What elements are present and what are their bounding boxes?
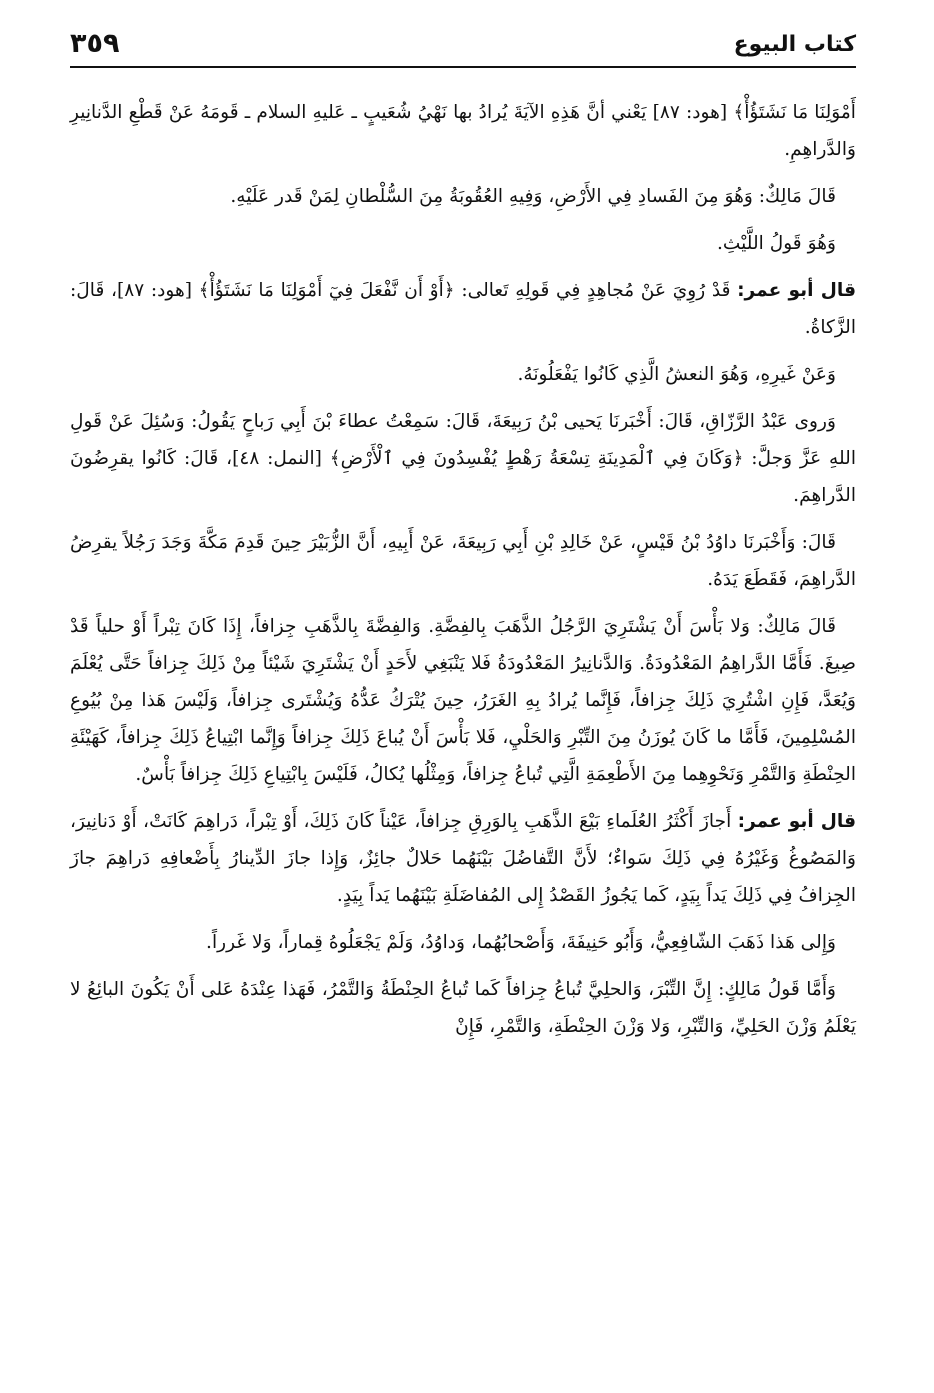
paragraph-10 (70, 924, 856, 961)
paragraph-6 (70, 403, 856, 514)
paragraph-text: وَإِلى هَذا ذَهَبَ الشّافِعِيُّ، وَأَبُو حَنِيفَةَ، وَأَصْحابُهُما، وَداوُدُ، وَلَمْ يَجْعَلُوهُ قِماراً، وَلا غَرراً. (206, 932, 836, 953)
paragraph-text: أَجازَ أَكْثَرُ العُلَماءِ بَيْعَ الذَّهَبِ بِالوَرِقِ جِزافاً، عَيْناً كَانَ ذَلِكَ، أَوْ تِبْراً، دَراهِمَ كَانَتْ، أَوْ دَنانِيرَ، وَالمَصُوغُ وَغَيْرُهُ فِي ذَلِكَ سَواءٌ؛ لأَنَّ التَّفاضُلَ بَيْنَهُما حَلالٌ جائِزٌ، وَإِذا جازَ الدِّينارُ بِأَضْعافِهِ دَراهِمَ جازَ الجِزافُ فِي ذَلِكَ يَداً بِيَدٍ، كَما يَجُوزُ القَصْدُ إِلى المُفاضَلَةِ بَيْنَهُما يَداً بِيَدٍ. (70, 811, 856, 906)
paragraph-text: قَدْ رُوِيَ عَنْ مُجاهِدٍ فِي قَولِهِ تَعالى: ﴿أَوْ أَن نَّفْعَلَ فِيٓ أَمْوَلِنَا مَا نَشَتَؤُأْ﴾ [هود: ٨٧]، قَالَ: الزَّكاةُ. (70, 280, 856, 338)
paragraph-text: وَعَنْ غَيرِهِ، وَهُوَ النعشُ الَّذِي كَانُوا يَفْعَلُونَهُ. (517, 364, 836, 385)
paragraph-text: أَمْوَلِنَا مَا نَشَتَؤُأْ﴾ [هود: ٨٧] يَعْني أنَّ هَذِهِ الآيَةَ يُرادُ بها نَهْيُ شُعَيبٍ ـ عَليهِ السلام ـ قَومَهُ عَنْ قَطْعِ الدَّنانِيرِ وَالدَّراهِمِ. (70, 102, 856, 160)
paragraph-9 (70, 803, 856, 914)
paragraph-2 (70, 178, 856, 215)
paragraph-1 (70, 94, 856, 168)
paragraph-text: قَالَ مَالِكٌ: وَهُوَ مِنَ الفَسادِ فِي الأَرْضِ، وَفِيهِ العُقُوبَةُ مِنَ السُّلْطانِ لِمَنْ قَدر عَلَيْهِ. (230, 186, 836, 207)
paragraph-11 (70, 971, 856, 1045)
paragraph-5 (70, 356, 856, 393)
paragraph-3 (70, 225, 856, 262)
page-header (70, 26, 856, 68)
body-text (70, 94, 856, 1383)
paragraph-text: وَروى عَبْدُ الرَّزّاقِ، قَالَ: أَخْبَرنَا يَحيى بْنُ رَبِيعَةَ، قَالَ: سَمِعْتُ عطاءَ بْنَ أَبِي رَباحٍ يَقُولُ: وَسُئِلَ عَنْ قَولِ اللهِ عَزَّ وَجلَّ: ﴿وَكَانَ فِي ٱلْمَدِينَةِ تِسْعَةُ رَهْطٍ يُفْسِدُونَ فِي ٱلْأَرْضِ﴾ [النمل: ٤٨]، قَالَ: كَانُوا يقرِضُونَ الدَّراهِمَ. (70, 411, 856, 506)
paragraph-8 (70, 608, 856, 793)
paragraph-text: وَأَمَّا قَولُ مَالِكٍ: إِنَّ التِّبْرَ، وَالحلِيَّ تُباعُ جِزافاً كَما تُباعُ الحِنْطَةُ وَالتَّمْرُ، فَهَذا عِنْدَهُ عَلى أَنْ يَكُونَ البائِعُ لا يَعْلَمُ وَزْنَ الحَلِيِّ، وَالتِّبْرِ، وَلا وَزْنَ الحِنْطَةِ، وَالتَّمْرِ، فَإِنْ (70, 979, 856, 1037)
page-number: ٣٥٩ (70, 28, 120, 59)
paragraph-7 (70, 524, 856, 598)
paragraph-text: قَالَ: وَأَخْبَرنَا داوُدُ بْنُ قَيْسٍ، عَنْ خَالِدِ بْنِ أَبِي رَبِيعَةَ، عَنْ أَبِيهِ، أَنَّ الزُّبَيْرَ حِينَ قَدِمَ مَكَّةَ وَجَدَ رَجُلاً يقرِضُ الدَّراهِمَ، فَقَطَعَ يَدَهُ. (70, 532, 856, 590)
paragraph-text: قَالَ مَالِكٌ: وَلا بَأْسَ أَنْ يَشْتَرِيَ الرَّجُلُ الذَّهَبَ بِالفِضَّةِ. وَالفِضَّةَ بِالذَّهَبِ جِزافاً، إِذَا كَانَ تِبْراً أَوْ حلياً قَدْ صِيغَ. فَأَمَّا الدَّراهِمُ المَعْدُودَةُ. وَالدَّنانِيرُ المَعْدُودَةُ فَلا يَنْبَغِي لأَحَدٍ أَنْ يَشْتَرِيَ شَيْئاً مِنْ ذَلِكَ جِزافاً حَتَّى يُعْلَمَ وَيُعَدَّ، فَإِنِ اشْتُرِيَ ذَلِكَ جِزافاً، فَإِنَّما يُرادُ بِهِ الغَرَرُ، حِينَ يُتْرَكُ عَدُّهُ وَيُشْتَرى جِزافاً، وَلَيْسَ هَذا مِنْ بُيُوعِ المُسْلِمِينَ، فَأَمَّا ما كَانَ يُوزَنُ مِنَ التِّبْرِ وَالحَلْيِ، فَلا بَأْسَ أَنْ يُباعَ ذَلِكَ جِزافاً وَإِنَّما ابْتِياعُ ذَلِكَ جِزافاً، كَهَيْئَةِ الحِنْطَةِ وَالتَّمْرِ وَنَحْوِهِما مِنَ الأَطْعِمَةِ الَّتِي تُباعُ جِزافاً، وَمِثْلُها يُكالُ، فَلَيْسَ بِابْتِياعِ ذَلِكَ جِزافاً بَأْسٌ. (70, 616, 856, 785)
paragraph-4 (70, 272, 856, 346)
book-title: كتاب البيوع (733, 32, 856, 57)
speaker-label: قال أبو عمر: (737, 280, 856, 301)
paragraph-text: وَهُوَ قَولُ اللَّيْثِ. (717, 233, 836, 254)
speaker-label: قال أبو عمر: (737, 811, 856, 832)
